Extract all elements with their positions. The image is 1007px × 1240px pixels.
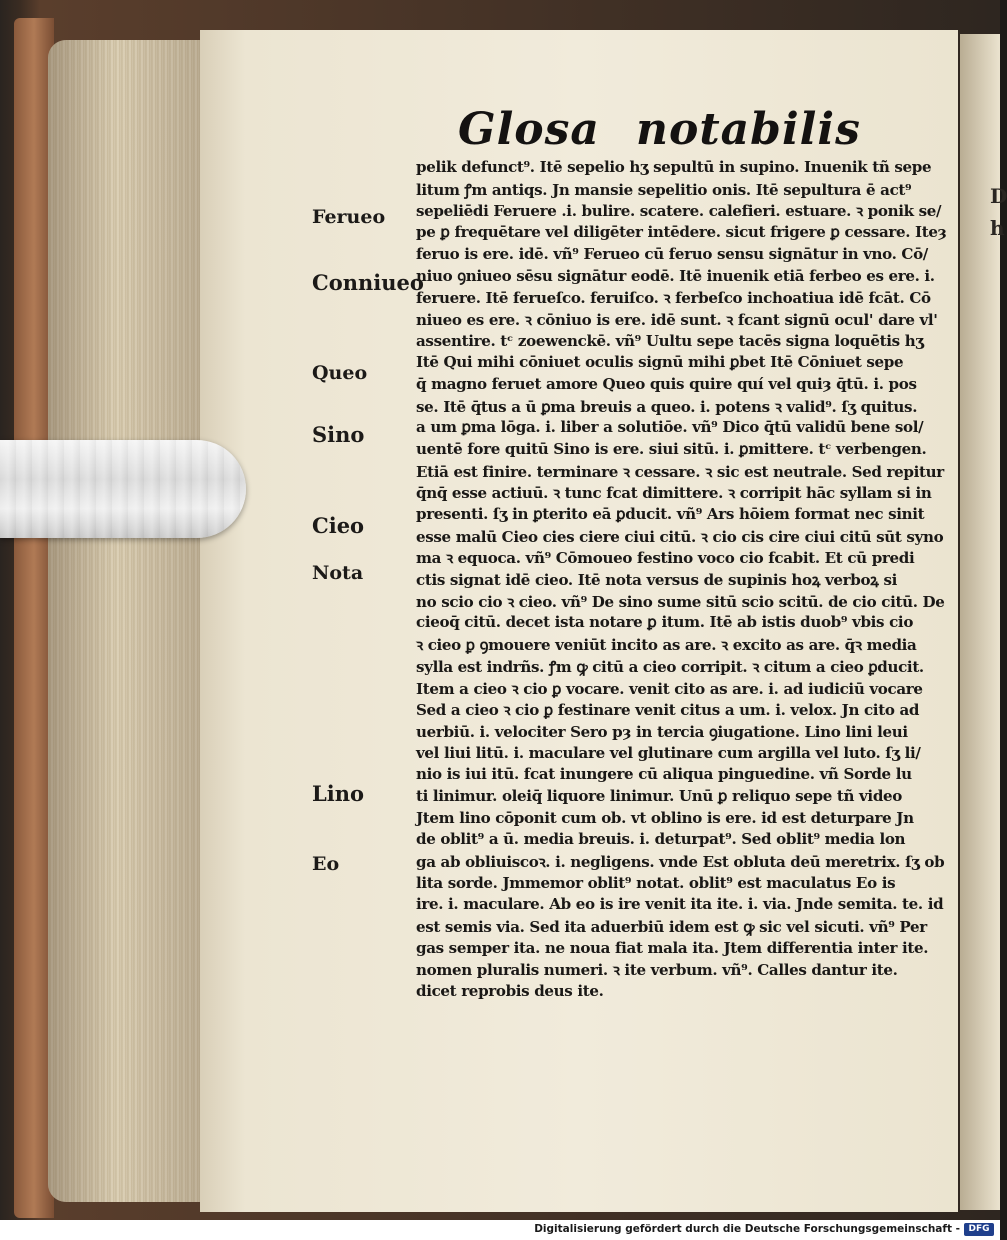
text-line: esse malū Cieo cies ciere ciui citū. ꝛ cio cis cire ciui citū sūt syno — [416, 527, 944, 546]
page-weight-pointer — [0, 440, 246, 538]
dfg-logo: DFG — [964, 1223, 994, 1236]
text-line: cieoq̄ citū. decet ista notare ꝑ itum. Itē ab istis duob⁹ vbis cio — [416, 613, 914, 632]
next-page-edge — [960, 34, 1007, 1210]
margin-word-cieo: Cieo — [312, 513, 365, 538]
footer-bar — [0, 1220, 1000, 1240]
text-line: ire. i. maculare. Ab eo is ire venit ita ite. i. via. Jnde semita. te. id — [416, 895, 944, 914]
footer-credit: Digitalisierung gefördert durch die Deutsche Forschungsgemeinschaft - — [534, 1223, 960, 1235]
text-line: se. Itē q̄tus a ū ꝑma breuis a queo. i. potens ꝛ valid⁹. ſʒ quitus. — [416, 397, 918, 416]
text-line: feruere. Itē ferueſco. feruiſco. ꝛ ferbeſco inchoatiua idē fcāt. Cō — [416, 289, 931, 308]
margin-word-ferueo: Ferueo — [312, 206, 386, 228]
text-line: ma ꝛ equoca. vñ⁹ Cōmoueo festino voco cio fcabit. Et cū predi — [416, 549, 915, 568]
text-line: ctis signat idē cieo. Itē nota versus de supinis hoꝝ verboꝝ si — [416, 571, 897, 590]
margin-word-lino: Lino — [312, 781, 365, 806]
text-line: niueo es ere. ꝛ cōniuo is ere. idē sunt. ꝛ fcant signū ocul' dare vl' — [416, 310, 938, 329]
text-line: nio is iui itū. fcat inungere cū aliqua pinguedine. vñ Sorde lu — [416, 765, 912, 784]
text-line: litum ꝭm antiqs. Jn mansie sepelitio onis. Itē sepultura ē act⁹ — [416, 180, 912, 199]
text-line: no scio cio ꝛ cieo. vñ⁹ De sino sume sitū scio scitū. de cio citū. De — [416, 592, 945, 611]
margin-word-sino: Sino — [312, 422, 365, 447]
text-line: vel liui litū. i. maculare vel glutinare cum argilla vel luto. ſʒ li/ — [416, 743, 921, 762]
text-line: q̄ magno feruet amore Queo quis quire quí vel quiȝ q̄tū. i. pos — [416, 374, 917, 393]
text-line: dicet reprobis deus ite. — [416, 982, 604, 1001]
text-line: sepeliēdi Feruere .i. bulire. scatere. calefieri. estuare. ꝛ ponik se/ — [416, 202, 942, 221]
text-line: lita sorde. Jmmemor oblit⁹ notat. oblit⁹ est maculatus Eo is — [416, 873, 896, 892]
text-line: ga ab obliuiscoꝛ. i. negligens. vnde Est obluta deū meretrix. ſʒ ob — [416, 853, 945, 871]
text-line: pe ꝑ frequētare vel diligēter intēdere. sicut frigere ꝑ cessare. Iteȝ — [416, 223, 947, 242]
text-line: presenti. ſʒ in ꝑterito eā ꝑducit. vñ⁹ Ars hōiem format nec sinit — [416, 505, 925, 523]
page-heading-glosa: Glosa — [458, 104, 600, 155]
margin-word-queo: Queo — [312, 362, 368, 384]
page-heading-notabilis: notabilis — [636, 104, 861, 155]
margin-word-eo: Eo — [312, 853, 340, 875]
margin-word-nota: Nota — [312, 562, 364, 584]
text-line: ꝛ cieo ꝑ ꝯmouere veniūt incito as are. ꝛ excito as are. q̄ꝛ media — [416, 636, 917, 655]
text-line: a um ꝑma lōga. i. liber a solutiōe. vñ⁹ Dico q̄tū validū bene sol/ — [416, 418, 924, 437]
text-line: Etiā est finire. terminare ꝛ cessare. ꝛ sic est neutrale. Sed repitur — [416, 462, 944, 481]
text-line: nomen pluralis numeri. ꝛ ite verbum. vñ⁹. Calles dantur ite. — [416, 961, 898, 980]
text-line: sylla est indrñs. ꝭm ꝙ citū a cieo corripit. ꝛ citum a cieo ꝑducit. — [416, 657, 924, 676]
text-line: ti linimur. oleiq̄ liquore linimur. Unū ꝑ reliquo sepe tñ video — [416, 786, 902, 805]
text-line: uentē fore quitū Sino is ere. siui sitū. i. ꝑmittere. tᶜ verbengen. — [416, 439, 927, 458]
text-line: de oblit⁹ a ū. media breuis. i. deturpat⁹. Sed oblit⁹ media lon — [416, 830, 906, 849]
text-line: gas semper ita. ne noua fiat mala ita. Jtem differentia inter ite. — [416, 938, 929, 957]
text-line: uerbiū. i. velociter Sero pȝ in tercia ꝯiugatione. Lino lini leui — [416, 722, 908, 741]
text-line: pelik defunct⁹. Itē sepelio hʒ sepultū in supino. Inuenik tñ sepe — [416, 158, 932, 176]
text-line: q̄nq̄ esse actiuū. ꝛ tunc fcat dimittere. ꝛ corripit hāc syllam si in — [416, 484, 932, 503]
text-line: assentire. tᶜ zoewenckē. vñ⁹ Uultu sepe tacēs signa loquētis hʒ — [416, 331, 924, 350]
next-page-fragment: D — [990, 184, 1007, 208]
text-line: Sed a cieo ꝛ cio ꝑ festinare venit citus a um. i. velox. Jn cito ad — [416, 701, 920, 720]
text-line: Itē Qui mihi cōniuet oculis signū mihi ꝑbet Itē Cōniuet sepe — [416, 353, 904, 372]
text-line: feruo is ere. idē. vñ⁹ Ferueo cū feruo sensu signātur in vno. Cō/ — [416, 244, 928, 263]
text-line: Jtem lino cōponit cum ob. vt oblino is ere. id est deturpare Jn — [416, 808, 914, 827]
gloss-text-block — [416, 158, 947, 1004]
text-line: est semis via. Sed ita aduerbiū idem est ꝙ sic vel sicuti. vñ⁹ Per — [416, 918, 927, 937]
page-block-shade — [48, 40, 218, 1202]
text-line: Item a cieo ꝛ cio ꝑ vocare. venit cito as are. i. ad iudiciū vocare — [416, 679, 923, 698]
text-line: niuo ꝯniueo sēsu signātur eodē. Itē inuenik etiā ferbeo es ere. i. — [416, 267, 935, 286]
next-page-fragment: h — [990, 216, 1005, 240]
margin-word-conniueo: Conniueo — [312, 270, 424, 295]
